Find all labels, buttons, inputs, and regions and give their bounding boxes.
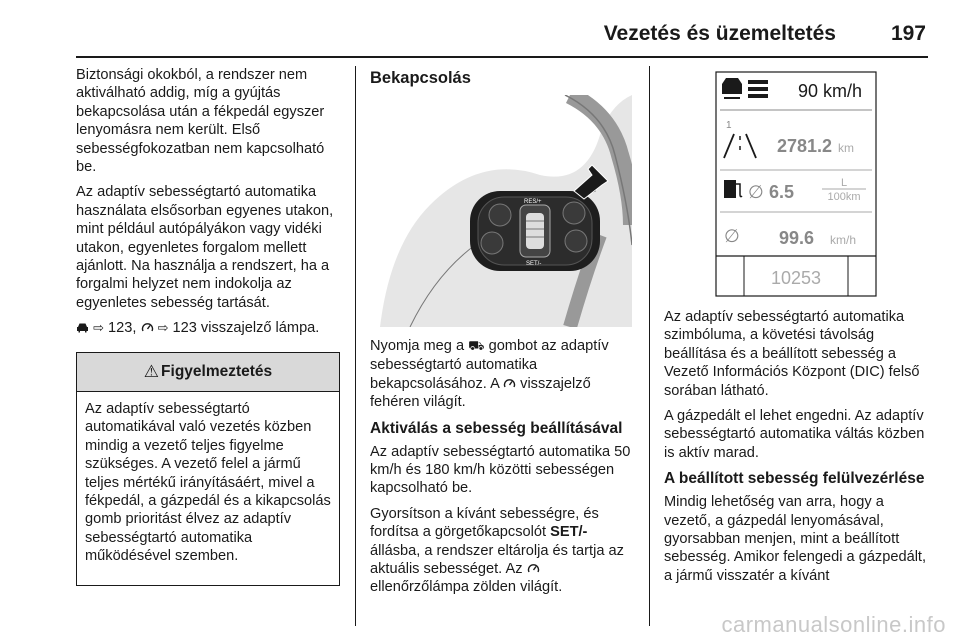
cruise-icon (527, 563, 540, 574)
fuel-consumption: 6.5 (768, 182, 794, 202)
page-header (603, 22, 926, 52)
average-symbol: ∅ (748, 182, 764, 203)
car-icon (76, 322, 89, 333)
enable-paragraph: Nyomja meg a ⛟ gombot az adaptív sebességtartó automatika bekapcsolásához. A visszajelző fehéren világít. (370, 338, 609, 411)
following-distance-icon (748, 80, 768, 98)
trip-number: 1 (726, 120, 732, 131)
distance-unit: km (838, 141, 854, 155)
warning-header (77, 353, 339, 392)
header-rule (76, 56, 928, 58)
column-1 (76, 66, 342, 346)
warning-triangle-icon: ⚠ (143, 362, 160, 382)
safety-paragraph: Biztonsági okokból, a rendszer nem aktiválható addig, míg a gyújtás bekapcsolása után a fékpedál egyszer lenyomásra nem került. Első sebességfokozatban nem kapcsolható be. (76, 67, 325, 176)
warning-title: Figyelmeztetés (161, 363, 273, 380)
cruise-icon (141, 322, 154, 333)
accelerator-release-paragraph: A gázpedált el lehet engedni. Az adaptív sebességtartó automatika váltás közben is aktív marad. (664, 408, 925, 461)
reference-line (76, 319, 342, 338)
average-speed: 99.6 (778, 228, 814, 248)
reference-arrow-2: ⇨ (157, 321, 169, 337)
cruise-icon (503, 378, 516, 389)
dic-paragraph: Az adaptív sebességtartó automatika szimbóluma, a követési távolság beállítása és a beállított sebesség a Vezető Információs Központ (DIC) felső sorában látható. (664, 309, 920, 399)
watermark: carmanualsonline.info (721, 612, 946, 637)
reference-page-1: 123, (108, 320, 137, 337)
override-paragraph: Mindig lehetőség van arra, hogy a vezető, a gázpedál lenyomásával, gyorsabban menjen, mint a beállított sebesség. Amikor felengedi a gázpedált, a jármű visszatér a kívánt (664, 494, 927, 584)
average-speed-symbol: ∅ (724, 226, 740, 247)
column-3 (664, 66, 928, 592)
wheel-label-res: RES/+ (524, 199, 542, 205)
heading-bekapcsolas: Bekapcsolás (370, 69, 471, 87)
column-2 (370, 66, 632, 604)
column-divider-1 (355, 66, 356, 626)
wheel-label-set: SET/- (526, 261, 542, 267)
consumption-unit-top: L (840, 177, 848, 189)
warning-text: Az adaptív sebességtartó automatikával való vezetés közben mindig a vezető teljes figyelme szükséges. A vezető felel a jármű teljes mértékű irányításáért, mivel a fékpedál, a gázpedál és a kikapcsolás gomb prioritást élvez az adaptív sebességtartó automatika működésével szemben. (85, 401, 331, 565)
steering-wheel-illustration (370, 95, 632, 327)
speed-range-paragraph: Az adaptív sebességtartó automatika 50 km/h és 180 km/h közötti sebességen kapcsolható be. (370, 443, 631, 497)
consumption-unit-bottom: 100km (827, 191, 861, 203)
set-speed-paragraph: Gyorsítson a kívánt sebességre, és fordítsa a görgetőkapcsolót SET/- állásba, a rendszer eltárolja és tartja az aktuális sebességet. Az ellenőrzőlámpa zölden világít. (370, 505, 624, 596)
warning-box (76, 352, 340, 586)
section-title: Vezetés és üzemeltetés (603, 22, 836, 45)
usage-paragraph: Az adaptív sebességtartó automatika használata elsősorban egyenes utakon, mint például autópályákon vagy vidéki utakon, egyenletes forgalom mellett ajánlott. Na használja a rendszert, ha a forgalmi helyzet nem indokolja az egyenletes sebesség tartását. (76, 184, 334, 311)
reference-page-2: 123 visszajelző lámpa. (172, 320, 320, 337)
reference-arrow: ⇨ (93, 321, 104, 337)
odometer: 10253 (770, 268, 822, 288)
heading-felulvezerles: A beállított sebesség felülvezérlése (664, 470, 925, 488)
column-divider-2 (649, 66, 650, 626)
driver-information-centre-illustration (664, 66, 928, 298)
average-speed-unit: km/h (830, 233, 857, 247)
heading-aktivalas: Aktiválás a sebesség beállításával (370, 419, 623, 437)
page-number: 197 (890, 22, 926, 45)
trip-distance: 2781.2 (776, 136, 832, 156)
set-speed-value: 90 km/h (797, 81, 862, 101)
adaptive-cruise-icon: ⛟ (468, 339, 485, 354)
